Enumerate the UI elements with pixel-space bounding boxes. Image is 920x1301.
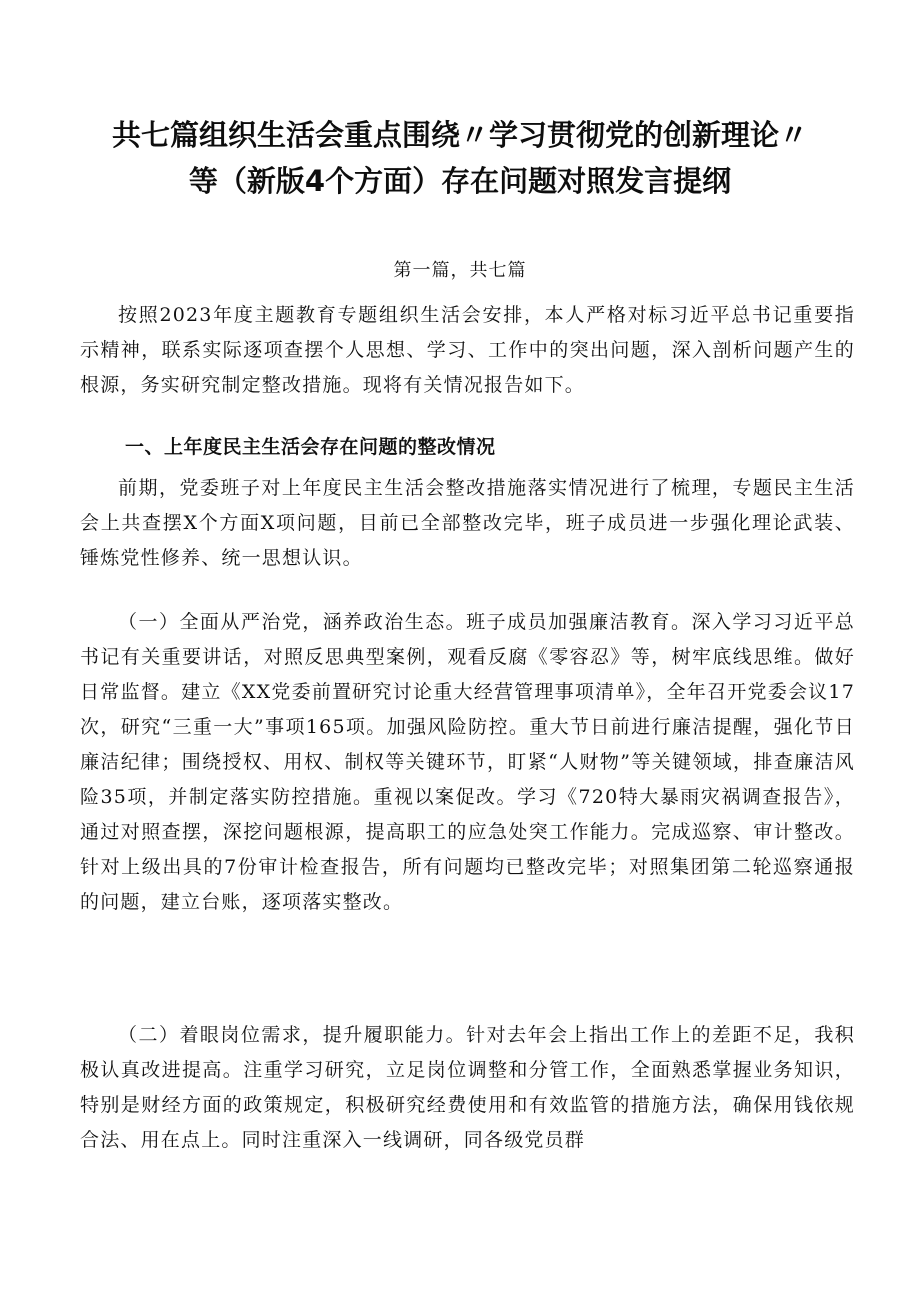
paragraph-review	[80, 471, 855, 576]
paragraph-party-governance	[80, 605, 855, 920]
document-title	[60, 112, 860, 204]
paragraph-text: 按照2023年度主题教育专题组织生活会安排，本人严格对标习近平总书记重要指示精神，联系实际逐项查摆个人思想、学习、工作中的突出问题，深入剖析问题产生的根源，务实研究制定整改措施。现将有关情况报告如下。	[80, 304, 855, 396]
paragraph-text: 前期，党委班子对上年度民主生活会整改措施落实情况进行了梳理，专题民主生活会上共查摆X个方面X项问题，目前已全部整改完毕，班子成员进一步强化理论武装、锤炼党性修养、统一思想认识。	[80, 477, 855, 569]
title-line-2: 等（新版4个方面）存在问题对照发言提纲	[188, 164, 732, 198]
paragraph-job-capability	[80, 1018, 855, 1158]
paragraph-intro	[80, 298, 855, 403]
document-subtitle: 第一篇，共七篇	[393, 260, 527, 281]
paragraph-text: （二）着眼岗位需求，提升履职能力。针对去年会上指出工作上的差距不足，我积极认真改进提高。注重学习研究，立足岗位调整和分管工作，全面熟悉掌握业务知识，特别是财经方面的政策规定，积极研究经费使用和有效监管的措施方法，确保用钱依规合法、用在点上。同时注重深入一线调研，同各级党员群	[80, 1024, 855, 1151]
paragraph-text: （一）全面从严治党，涵养政治生态。班子成员加强廉洁教育。深入学习习近平总书记有关重要讲话，对照反思典型案例，观看反腐《零容忍》等，树牢底线思维。做好日常监督。建立《XX党委前置研究讨论重大经营管理事项清单》，全年召开党委会议17次，研究“三重一大”事项165项。加强风险防控。重大节日前进行廉洁提醒，强化节日廉洁纪律；围绕授权、用权、制权等关键环节，盯紧“人财物”等关键领域，排查廉洁风险35项，并制定落实防控措施。重视以案促改。学习《720特大暴雨灾祸调查报告》，通过对照查摆，深挖问题根源，提高职工的应急处突工作能力。完成巡察、审计整改。针对上级出具的7份审计检查报告，所有问题均已整改完毕；对照集团第二轮巡察通报的问题，建立台账，逐项落实整改。	[80, 611, 855, 913]
section-heading: 一、上年度民主生活会存在问题的整改情况	[125, 436, 496, 458]
title-line-1: 共七篇组织生活会重点围绕〃学习贯彻党的创新理论〃	[111, 118, 808, 152]
